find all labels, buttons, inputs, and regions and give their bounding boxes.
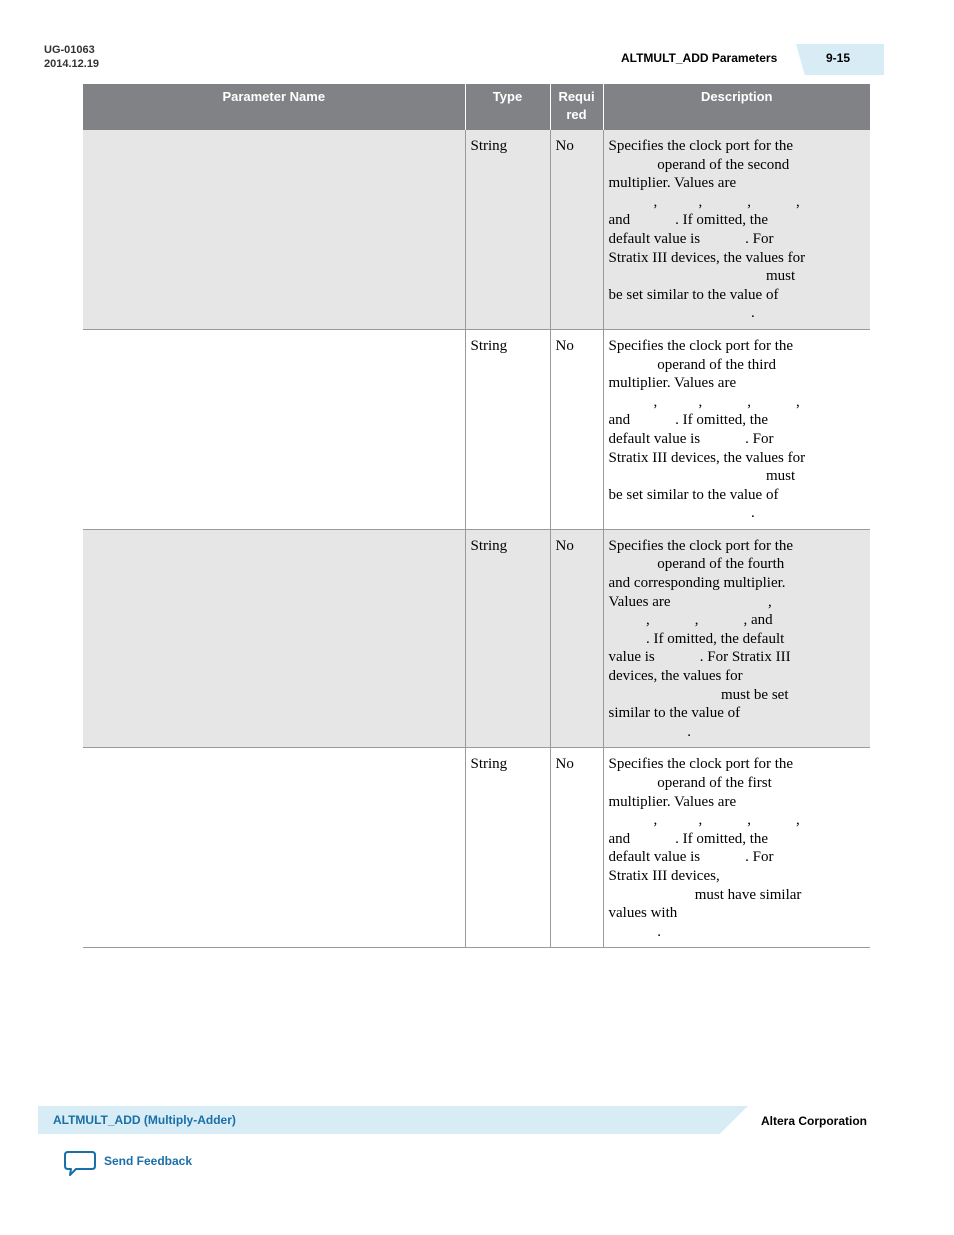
type-cell: String [465, 748, 550, 948]
description-cell [603, 130, 870, 329]
description-line: multiplier. Values are [608, 793, 737, 810]
parameter-name-cell [83, 529, 465, 748]
description-line: . [608, 723, 691, 740]
parameter-name-cell [83, 329, 465, 529]
description-line: and . If omitted, the [608, 830, 769, 847]
type-cell: String [465, 329, 550, 529]
table-header-row [83, 84, 870, 130]
description-line: and corresponding multiplier. [608, 575, 786, 592]
description-line: operand of the fourth [608, 556, 785, 573]
table-row [83, 329, 870, 529]
description-line: operand of the third [608, 356, 776, 373]
parameter-name-cell [83, 748, 465, 948]
send-feedback-link[interactable]: Send Feedback [104, 1154, 193, 1168]
table-row [83, 529, 870, 748]
description-line: Specifies the clock port for the [608, 756, 794, 773]
description-line: be set similar to the value of [608, 486, 779, 503]
description-cell [603, 329, 870, 529]
parameter-name-cell [83, 130, 465, 329]
column-header-type: Type [465, 84, 550, 130]
description-line: , , , and [608, 612, 773, 629]
description-line: similar to the value of [608, 705, 741, 722]
description-line: multiplier. Values are [608, 375, 737, 392]
description-line: Specifies the clock port for the [608, 537, 794, 554]
table-row [83, 748, 870, 948]
description-line: default value is . For [608, 230, 774, 247]
speech-bubble-icon[interactable] [64, 1150, 96, 1178]
description-line: must have similar [608, 886, 802, 903]
footer-company: Altera Corporation [761, 1114, 868, 1128]
description-line: . [608, 923, 661, 940]
description-line: and . If omitted, the [608, 412, 769, 429]
column-header-parameter-name: Parameter Name [83, 84, 465, 130]
section-title: ALTMULT_ADD Parameters [621, 51, 778, 65]
description-cell [603, 529, 870, 748]
type-cell: String [465, 529, 550, 748]
required-cell: No [550, 329, 603, 529]
description-line: values with [608, 905, 678, 922]
description-line: devices, the values for [608, 668, 743, 685]
description-line: Specifies the clock port for the [608, 138, 794, 154]
description-line: operand of the first [608, 775, 772, 791]
description-line: . If omitted, the default [608, 630, 785, 647]
description-line: default value is . For [608, 849, 774, 866]
description-cell [603, 748, 870, 948]
document-date: 2014.12.19 [44, 58, 100, 70]
description-line: Values are , [608, 593, 772, 610]
table-row [83, 130, 870, 329]
required-cell: No [550, 130, 603, 329]
description-line: Stratix III devices, the values for [608, 249, 806, 266]
required-cell: No [550, 748, 603, 948]
footer-chapter-title[interactable]: ALTMULT_ADD (Multiply-Adder) [53, 1113, 236, 1127]
page-number: 9-15 [826, 51, 851, 65]
description-line: , , , , [608, 812, 800, 829]
description-line: must [608, 268, 796, 285]
description-line: multiplier. Values are [608, 175, 737, 192]
document-id [44, 43, 99, 71]
column-header-required: Requi red [550, 84, 603, 130]
description-line: Stratix III devices, [608, 867, 720, 884]
description-line: , , , , [608, 393, 800, 410]
description-line: must [608, 468, 796, 485]
column-header-description: Description [603, 84, 870, 130]
description-line: Stratix III devices, the values for [608, 449, 806, 466]
description-line: , , , , [608, 193, 800, 210]
description-line: and . If omitted, the [608, 212, 769, 229]
required-cell: No [550, 529, 603, 748]
description-line: . [608, 305, 755, 322]
type-cell: String [465, 130, 550, 329]
description-line: value is . For Stratix III [608, 649, 791, 666]
description-line: Specifies the clock port for the [608, 337, 794, 354]
description-line: default value is . For [608, 430, 774, 447]
description-line: operand of the second [608, 156, 790, 173]
document-number: UG-01063 [44, 44, 95, 56]
description-line: . [608, 505, 755, 522]
description-line: be set similar to the value of [608, 286, 779, 303]
description-line: must be set [608, 686, 789, 703]
parameters-table [83, 84, 870, 948]
